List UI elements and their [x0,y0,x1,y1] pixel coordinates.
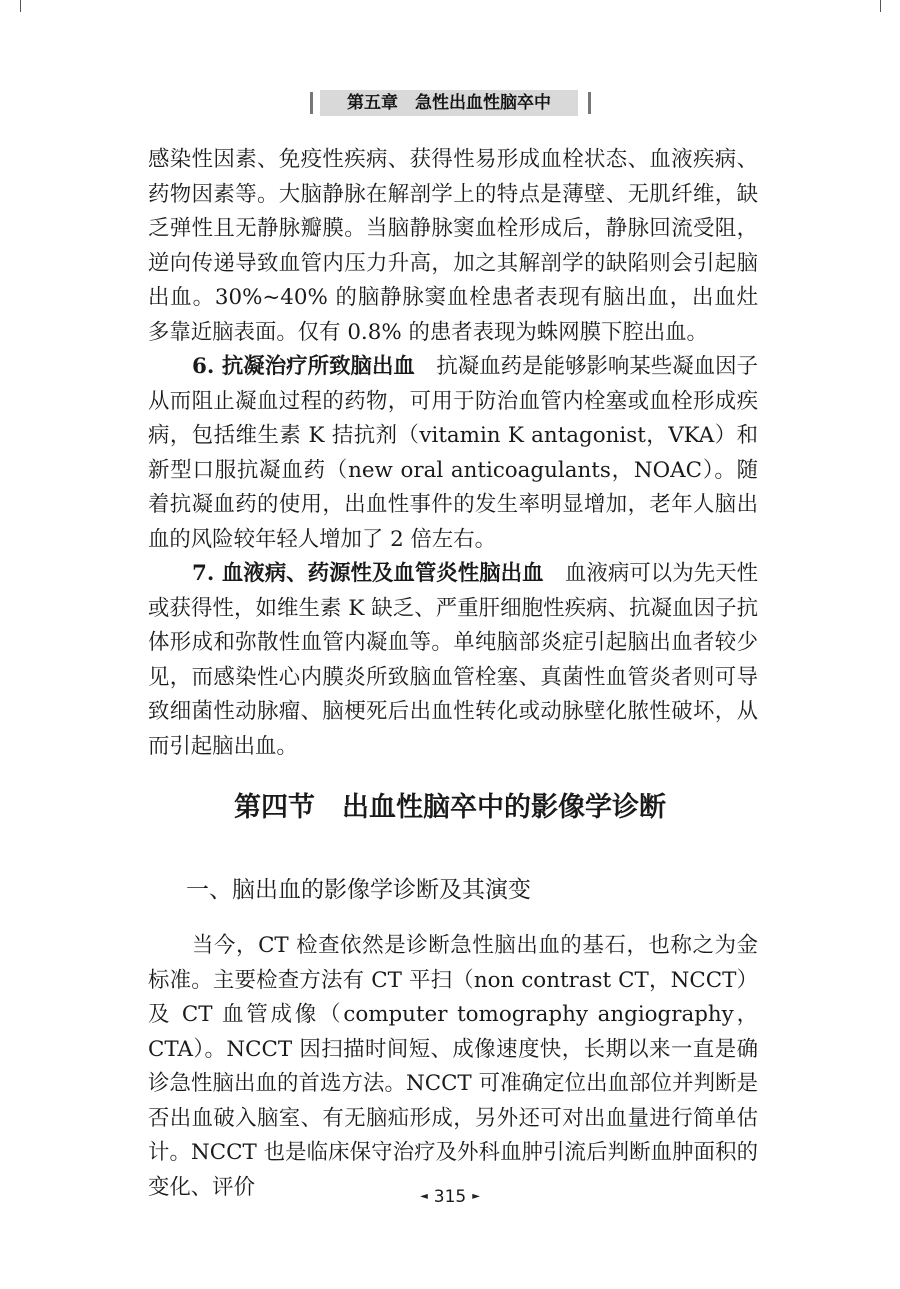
triangle-right-icon: ► [472,1191,480,1202]
paragraph-text: 抗凝血药是能够影响某些凝血因子从而阻止凝血过程的药物，可用于防治血管内栓塞或血栓形成疾病，包括维生素 K 拮抗剂（vitamin K antagonist，VKA）和新型口服抗凝血药（new oral anticoagulants，NOAC）。随着抗凝血药的使用，出血性事件的发生率明显增加，老年人脑出血的风险较年轻人增加了 2 倍左右。 [148,354,758,552]
subheading: 一、脑出血的影像学诊断及其演变 [186,877,531,903]
paragraph-text: 感染性因素、免疫性疾病、获得性易形成血栓状态、血液疾病、药物因素等。大脑静脉在解剖学上的特点是薄壁、无肌纤维，缺乏弹性且无静脉瓣膜。当脑静脉窦血栓形成后，静脉回流受阻，逆向传递导致血管内压力升高，加之其解剖学的缺陷则会引起脑出血。30%~40% 的脑静脉窦血栓患者表现有脑出血，出血灶多靠近脑表面。仅有 0.8% 的患者表现为蛛网膜下腔出血。 [148,147,758,345]
paragraph-anticoagulant [148,350,758,557]
section-title: 第四节 出血性脑卒中的影像学诊断 [234,792,666,823]
chapter-title: 第五章 急性出血性脑卒中 [320,90,578,116]
header-left-bar [310,92,313,114]
crop-mark-top-right [880,0,881,12]
paragraph-text: 血液病可以为先天性或获得性，如维生素 K 缺乏、严重肝细胞性疾病、抗凝血因子抗体形成和弥散性血管内凝血等。单纯脑部炎症引起脑出血者较少见，而感染性心内膜炎所致脑血管栓塞、真菌性血管炎者则可导致细菌性动脉瘤、脑梗死后出血性转化或动脉壁化脓性破坏，从而引起脑出血。 [148,561,758,759]
running-header [300,90,600,116]
paragraph-infection-causes [148,143,758,350]
paragraph-blood-disease [148,557,758,764]
page-footer [0,1185,900,1209]
page-number: 315 [433,1187,467,1207]
paragraph-heading: 6. 抗凝治疗所致脑出血 [192,354,415,379]
header-right-bar [588,92,591,114]
paragraph-text: 当今，CT 检查依然是诊断急性脑出血的基石，也称之为金标准。主要检查方法有 CT 平扫（non contrast CT，NCCT）及 CT 血管成像（computer tomography angiography，CTA）。NCCT 因扫描时间短、成像速度快，长期以来一直是确诊急性脑出血的首选方法。NCCT 可准确定位出血部位并判断是否出血破入脑室、有无脑疝形成，另外还可对出血量进行简单估计。NCCT 也是临床保守治疗及外科血肿引流后判断血肿面积的变化、评价 [148,933,758,1200]
triangle-left-icon: ◄ [420,1191,428,1202]
paragraph-heading: 7. 血液病、药源性及血管炎性脑出血 [192,561,544,586]
crop-mark-top-left [20,0,21,12]
paragraph-ct-diagnosis [148,929,758,1205]
